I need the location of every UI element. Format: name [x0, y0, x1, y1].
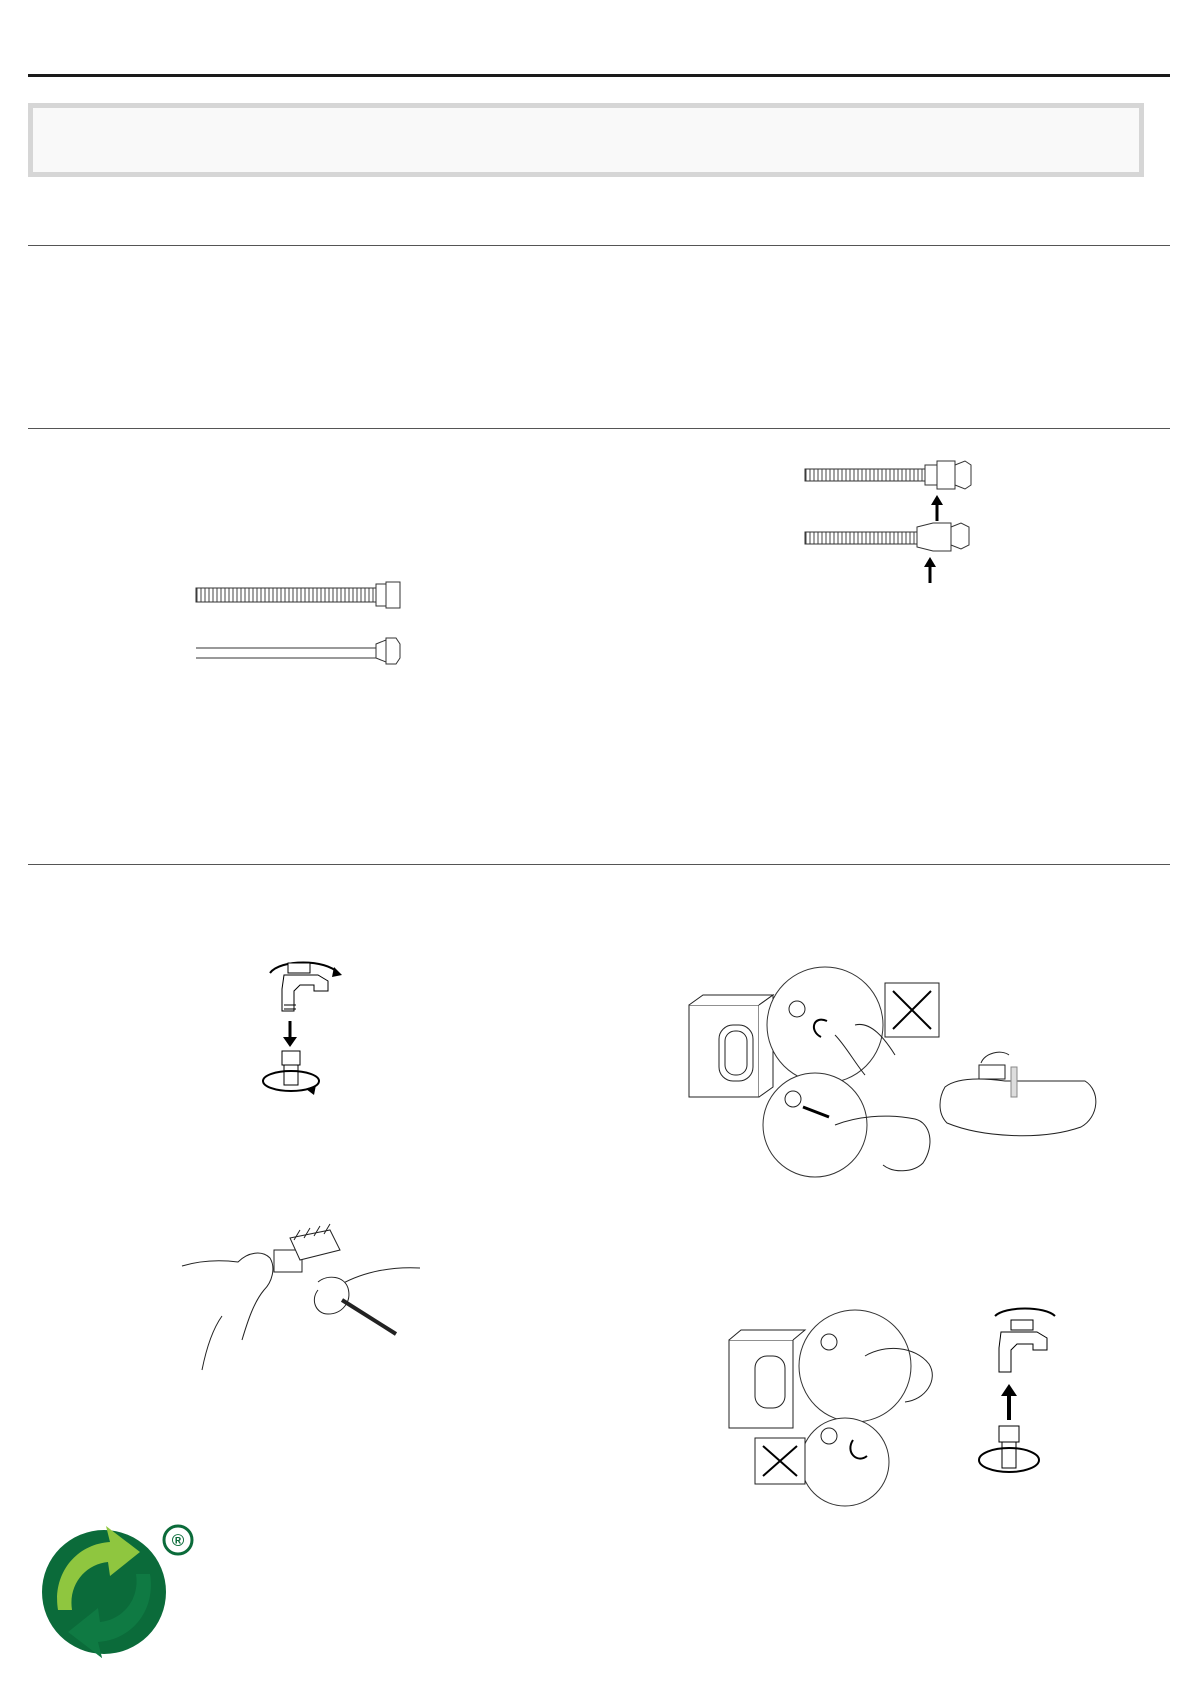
registered-mark: ® [171, 1531, 185, 1550]
tap-connection-illustration [262, 955, 352, 1105]
reconnect-hose-illustration [725, 1310, 1065, 1490]
tap-icon [262, 955, 352, 1105]
inlet-hose-icon [196, 580, 416, 670]
washer-connection-illustration [685, 975, 1105, 1185]
inlet-hose-illustration [196, 580, 416, 670]
green-dot-logo [38, 1520, 198, 1660]
washing-machine-icon [685, 975, 1105, 1185]
brush-icon [182, 1230, 422, 1370]
top-rule [28, 74, 1170, 77]
hose-fitting-icon [805, 455, 995, 585]
section-divider-3 [28, 864, 1170, 865]
tap-icon [725, 1310, 1065, 1490]
recycling-logo-icon [38, 1520, 198, 1660]
section-banner [28, 103, 1144, 177]
hose-fitting-illustration [805, 455, 995, 585]
section-divider-1 [28, 245, 1170, 246]
section-divider-2 [28, 428, 1170, 429]
brush-cleaning-illustration [182, 1230, 422, 1370]
